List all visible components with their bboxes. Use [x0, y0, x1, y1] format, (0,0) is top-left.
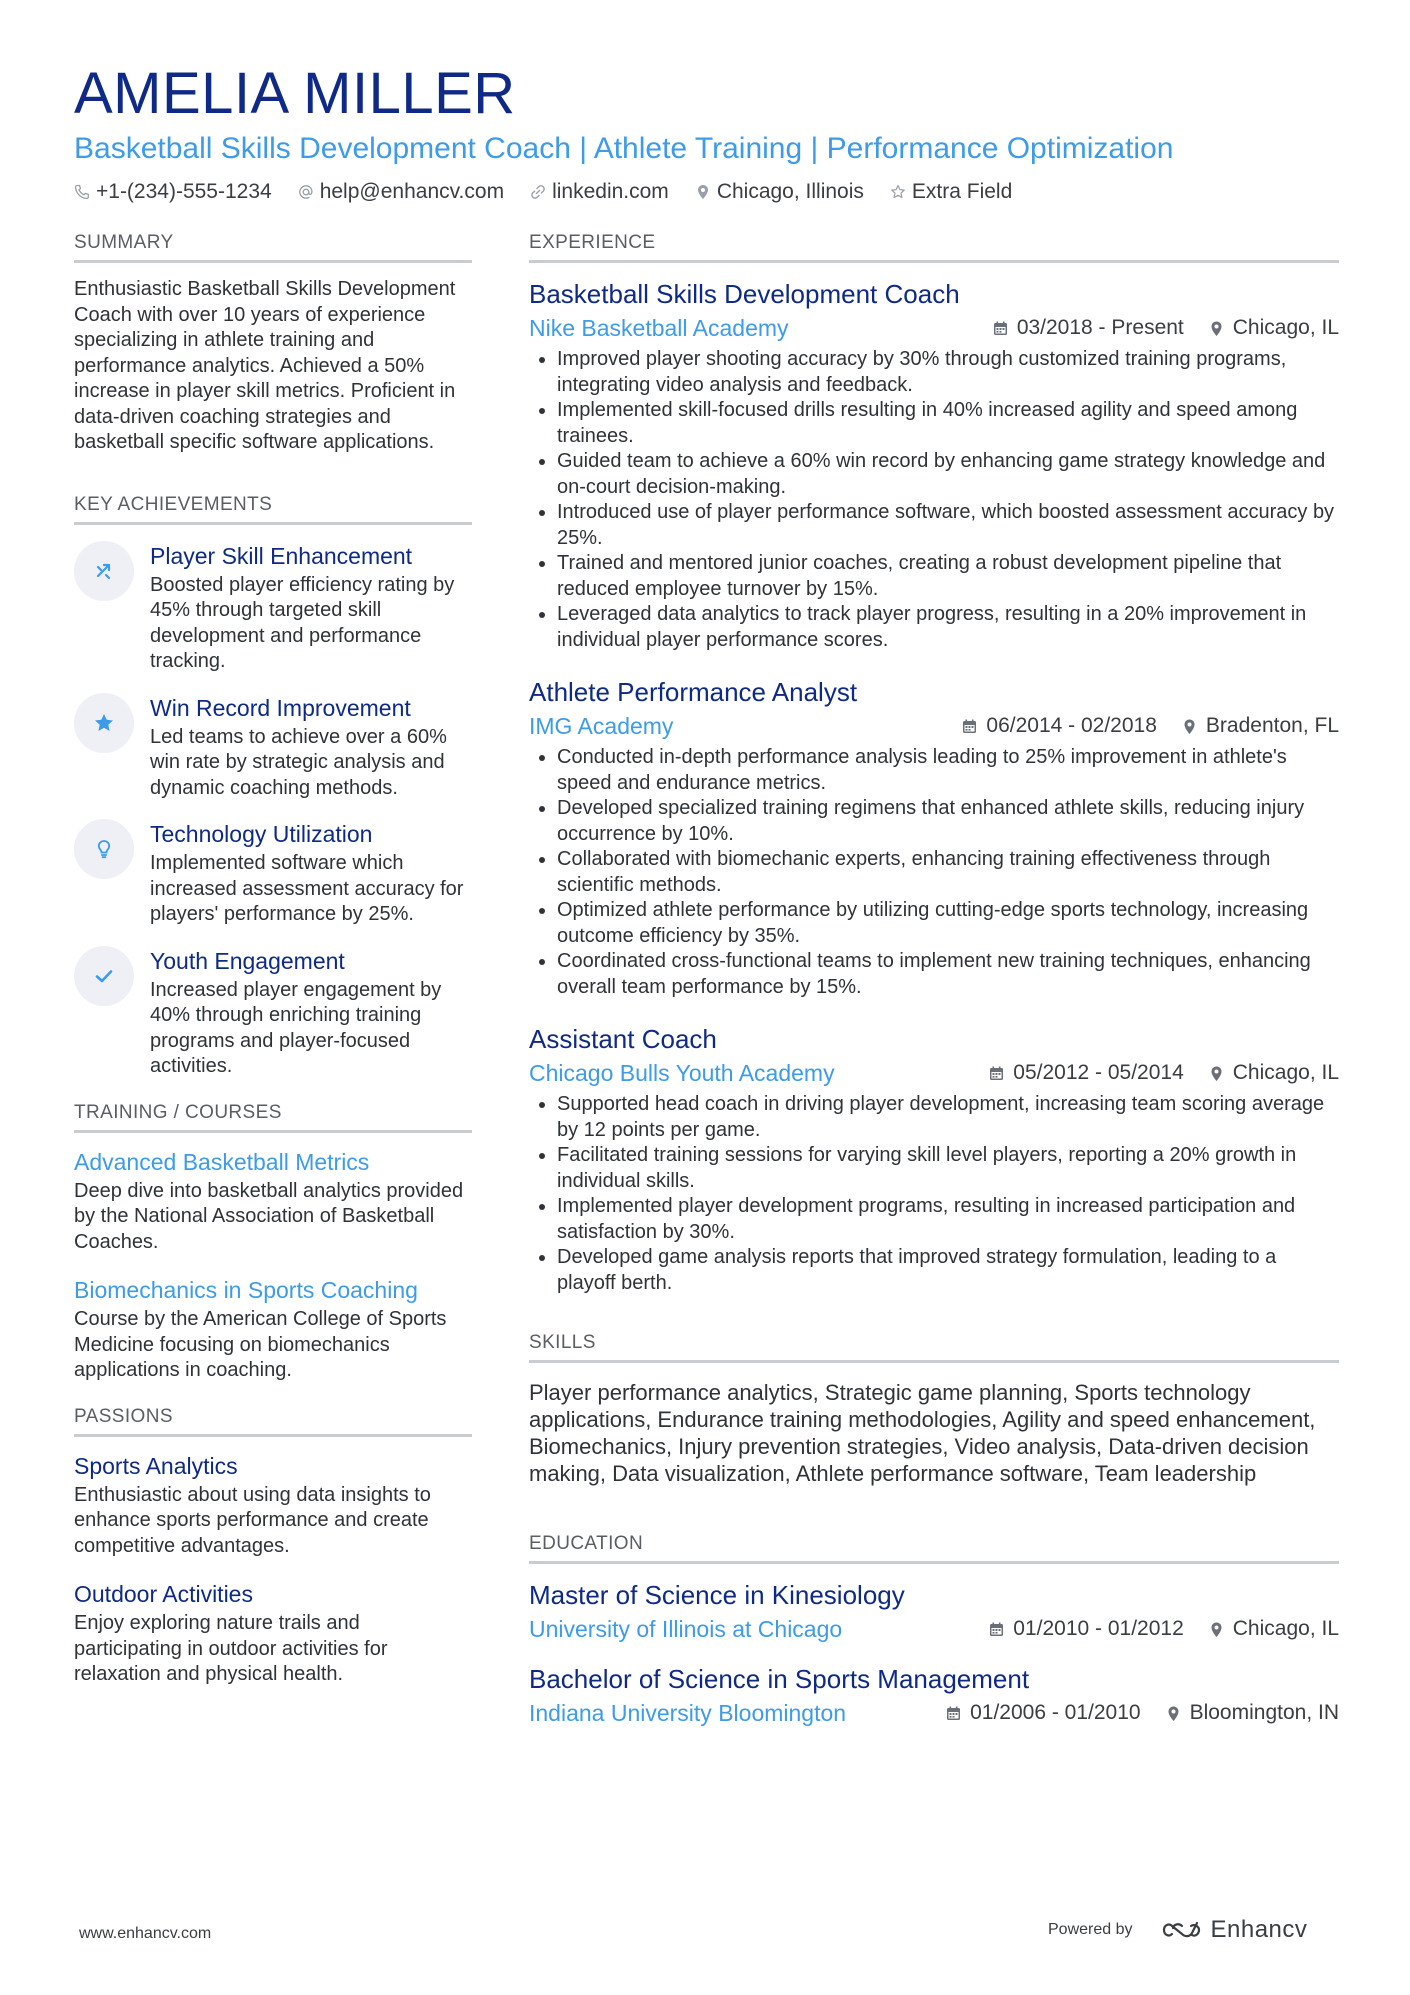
location-pin-icon — [695, 184, 711, 200]
summary-section — [74, 232, 472, 456]
bullet-item: • Improved player shooting accuracy by 30% through customized training programs, integrating video analysis and feedback. — [557, 347, 1339, 398]
calendar-icon — [992, 320, 1009, 337]
bullet-item: • Optimized athlete performance by utilizing cutting-edge sports technology, increasing outcome efficiency by 35%. — [557, 898, 1339, 949]
bullet-item: • Conducted in-depth performance analysis leading to 25% improvement in athlete's speed and endurance metrics. — [557, 745, 1339, 796]
job-meta — [529, 313, 1339, 343]
lightbulb-icon — [93, 838, 115, 860]
star-icon — [93, 712, 115, 734]
phone-icon — [74, 184, 90, 200]
achievement-desc: Led teams to achieve over a 60% win rate by strategic analysis and dynamic coaching methods. — [150, 725, 447, 799]
achievement-desc: Implemented software which increased assessment accuracy for players' performance by 25%. — [150, 852, 464, 925]
contact-location — [695, 180, 864, 204]
skills-section — [529, 1332, 1339, 1487]
achievement-icon-badge — [74, 946, 134, 1006]
section-title-passions: PASSIONS — [74, 1406, 472, 1437]
star-outline-icon — [890, 184, 906, 200]
section-title-education: EDUCATION — [529, 1533, 1339, 1564]
location-text: Chicago, Illinois — [716, 180, 864, 203]
achievement-desc: Increased player engagement by 40% through enriching training programs and player-focused activities. — [150, 978, 442, 1077]
linkedin-text: linkedin.com — [552, 180, 669, 203]
achievement-item — [74, 693, 472, 802]
section-title-achievements: KEY ACHIEVEMENTS — [74, 494, 472, 525]
passion-title: Outdoor Activities — [74, 1581, 253, 1607]
job-location: Chicago, IL — [1232, 1061, 1339, 1084]
achievement-item — [74, 541, 472, 675]
arrows-icon — [93, 560, 115, 582]
calendar-icon — [961, 718, 978, 735]
bullet-item: • Developed specialized training regimens that enhanced athlete skills, reducing injury occurrence by 10%. — [557, 796, 1339, 847]
company-name: Chicago Bulls Youth Academy — [529, 1060, 835, 1086]
skills-text: Player performance analytics, Strategic game planning, Sports technology applications, Endurance training methodologies, Agility and speed enhancement, Biomechanics, Injury prevention strategies, Video analysis, Data-driven decision making, Data visualization, Athlete performance software, Team leadership — [529, 1380, 1316, 1486]
achievement-item — [74, 946, 472, 1080]
job-dates: 05/2012 - 05/2014 — [1013, 1061, 1184, 1084]
job-bullets — [529, 745, 1339, 1000]
location-pin-icon — [1165, 1705, 1182, 1722]
calendar-icon — [945, 1705, 962, 1722]
achievement-title: Win Record Improvement — [150, 694, 411, 721]
calendar-icon — [988, 1065, 1005, 1082]
bullet-item: • Developed game analysis reports that improved strategy formulation, leading to a playoff berth. — [557, 1245, 1339, 1296]
email-text: help@enhancv.com — [319, 180, 505, 203]
bullet-item: • Collaborated with biomechanic experts, enhancing training effectiveness through scientific methods. — [557, 847, 1339, 898]
contact-phone[interactable] — [74, 180, 272, 204]
job-location: Chicago, IL — [1232, 316, 1339, 339]
job-location: Bradenton, FL — [1205, 714, 1339, 737]
calendar-icon — [988, 1621, 1005, 1638]
section-title-experience: EXPERIENCE — [529, 232, 1339, 263]
course-title: Advanced Basketball Metrics — [74, 1148, 370, 1175]
right-column — [529, 232, 1339, 1746]
job-entry — [529, 277, 1339, 653]
job-bullets — [529, 347, 1339, 653]
powered-by-text: Powered by — [1048, 1921, 1133, 1938]
degree-title: Bachelor of Science in Sports Management — [529, 1664, 1030, 1694]
education-location: Chicago, IL — [1232, 1617, 1339, 1640]
section-title-summary: SUMMARY — [74, 232, 472, 263]
bullet-item: • Implemented skill-focused drills resulting in 40% increased agility and speed among trainees. — [557, 398, 1339, 449]
at-icon — [298, 184, 314, 200]
contact-linkedin[interactable] — [530, 180, 669, 204]
job-meta — [529, 711, 1339, 741]
school-name: Indiana University Bloomington — [529, 1700, 847, 1726]
achievement-icon-badge — [74, 693, 134, 753]
achievement-item — [74, 819, 472, 928]
job-entry — [529, 1022, 1339, 1296]
passion-title: Sports Analytics — [74, 1452, 238, 1479]
extra-field-text: Extra Field — [911, 180, 1013, 203]
job-meta — [529, 1058, 1339, 1088]
bullet-item: • Introduced use of player performance software, which boosted assessment accuracy by 25%. — [557, 500, 1339, 551]
job-dates: 03/2018 - Present — [1016, 316, 1184, 339]
job-bullets — [529, 1092, 1339, 1296]
achievement-title: Technology Utilization — [150, 821, 373, 847]
headline: Basketball Skills Development Coach | Athlete Training | Performance Optimization — [74, 132, 1174, 165]
location-pin-icon — [1181, 718, 1198, 735]
candidate-name: AMELIA MILLER — [74, 61, 516, 126]
enhancv-brand-text: Enhancv — [1210, 1916, 1308, 1943]
bullet-item: • Coordinated cross-functional teams to implement new training techniques, enhancing overall team performance by 15%. — [557, 949, 1339, 1000]
achievement-title: Youth Engagement — [150, 947, 345, 974]
job-title: Athlete Performance Analyst — [529, 677, 858, 707]
bullet-item: • Trained and mentored junior coaches, creating a robust development pipeline that reduced employee turnover by 15%. — [557, 551, 1339, 602]
section-title-training: TRAINING / COURSES — [74, 1102, 472, 1133]
bullet-item: • Facilitated training sessions for varying skill level players, reporting a 20% growth in individual skills. — [557, 1143, 1339, 1194]
passion-desc: Enthusiastic about using data insights to enhance sports performance and create competitive advantages. — [74, 1483, 431, 1557]
training-section — [74, 1102, 472, 1384]
footer-website[interactable]: www.enhancv.com — [79, 1925, 212, 1942]
company-name: Nike Basketball Academy — [529, 315, 789, 341]
course-desc: Deep dive into basketball analytics provided by the National Association of Basketball Coaches. — [74, 1179, 464, 1253]
job-dates: 06/2014 - 02/2018 — [986, 714, 1157, 737]
course-desc: Course by the American College of Sports Medicine focusing on biomechanics applications in coaching. — [74, 1308, 447, 1381]
summary-text: Enthusiastic Basketball Skills Development Coach with over 10 years of experience specializing in athlete training and performance analytics. Achieved a 50% increase in player skill metrics. Proficient in data-driven coaching strategies and basketball specific software applications. — [74, 278, 456, 453]
enhancv-logo-icon — [1161, 1918, 1203, 1942]
course-title: Biomechanics in Sports Coaching — [74, 1277, 418, 1303]
contact-extra — [890, 180, 1012, 204]
education-dates: 01/2006 - 01/2010 — [970, 1701, 1141, 1724]
achievement-icon-badge — [74, 541, 134, 601]
education-entry — [529, 1578, 1339, 1644]
resume-header — [74, 62, 1344, 204]
contact-bar — [74, 180, 1344, 204]
degree-title: Master of Science in Kinesiology — [529, 1580, 905, 1610]
achievement-desc: Boosted player efficiency rating by 45% through targeted skill development and performance tracking. — [150, 573, 455, 672]
link-icon — [530, 184, 546, 200]
experience-section — [529, 232, 1339, 1296]
location-pin-icon — [1208, 1621, 1225, 1638]
bullet-item: • Guided team to achieve a 60% win record by enhancing game strategy knowledge and on-court decision-making. — [557, 449, 1339, 500]
company-name: IMG Academy — [529, 713, 674, 739]
contact-email[interactable] — [298, 180, 504, 204]
bullet-item: • Supported head coach in driving player development, increasing team scoring average by 12 points per game. — [557, 1092, 1339, 1143]
footer-branding — [1048, 1916, 1307, 1944]
job-entry — [529, 675, 1339, 1000]
education-dates: 01/2010 - 01/2012 — [1013, 1617, 1184, 1640]
achievements-section — [74, 494, 472, 1080]
achievement-icon-badge — [74, 819, 134, 879]
location-pin-icon — [1208, 1065, 1225, 1082]
section-title-skills: SKILLS — [529, 1332, 1339, 1363]
job-title: Basketball Skills Development Coach — [529, 279, 960, 309]
bullet-item: • Leveraged data analytics to track player progress, resulting in a 20% improvement in individual player performance scores. — [557, 602, 1339, 653]
location-pin-icon — [1208, 320, 1225, 337]
education-location: Bloomington, IN — [1189, 1701, 1339, 1724]
job-title: Assistant Coach — [529, 1024, 717, 1054]
school-name: University of Illinois at Chicago — [529, 1616, 843, 1642]
left-column — [74, 232, 472, 1708]
education-entry — [529, 1662, 1339, 1728]
achievement-title: Player Skill Enhancement — [150, 542, 413, 569]
education-section — [529, 1533, 1339, 1728]
bullet-item: • Implemented player development programs, resulting in increased participation and satisfaction by 30%. — [557, 1194, 1339, 1245]
phone-text: +1-(234)-555-1234 — [96, 180, 272, 203]
passions-section — [74, 1406, 472, 1688]
passion-desc: Enjoy exploring nature trails and participating in outdoor activities for relaxation and physical health. — [74, 1612, 388, 1685]
check-icon — [93, 965, 115, 987]
